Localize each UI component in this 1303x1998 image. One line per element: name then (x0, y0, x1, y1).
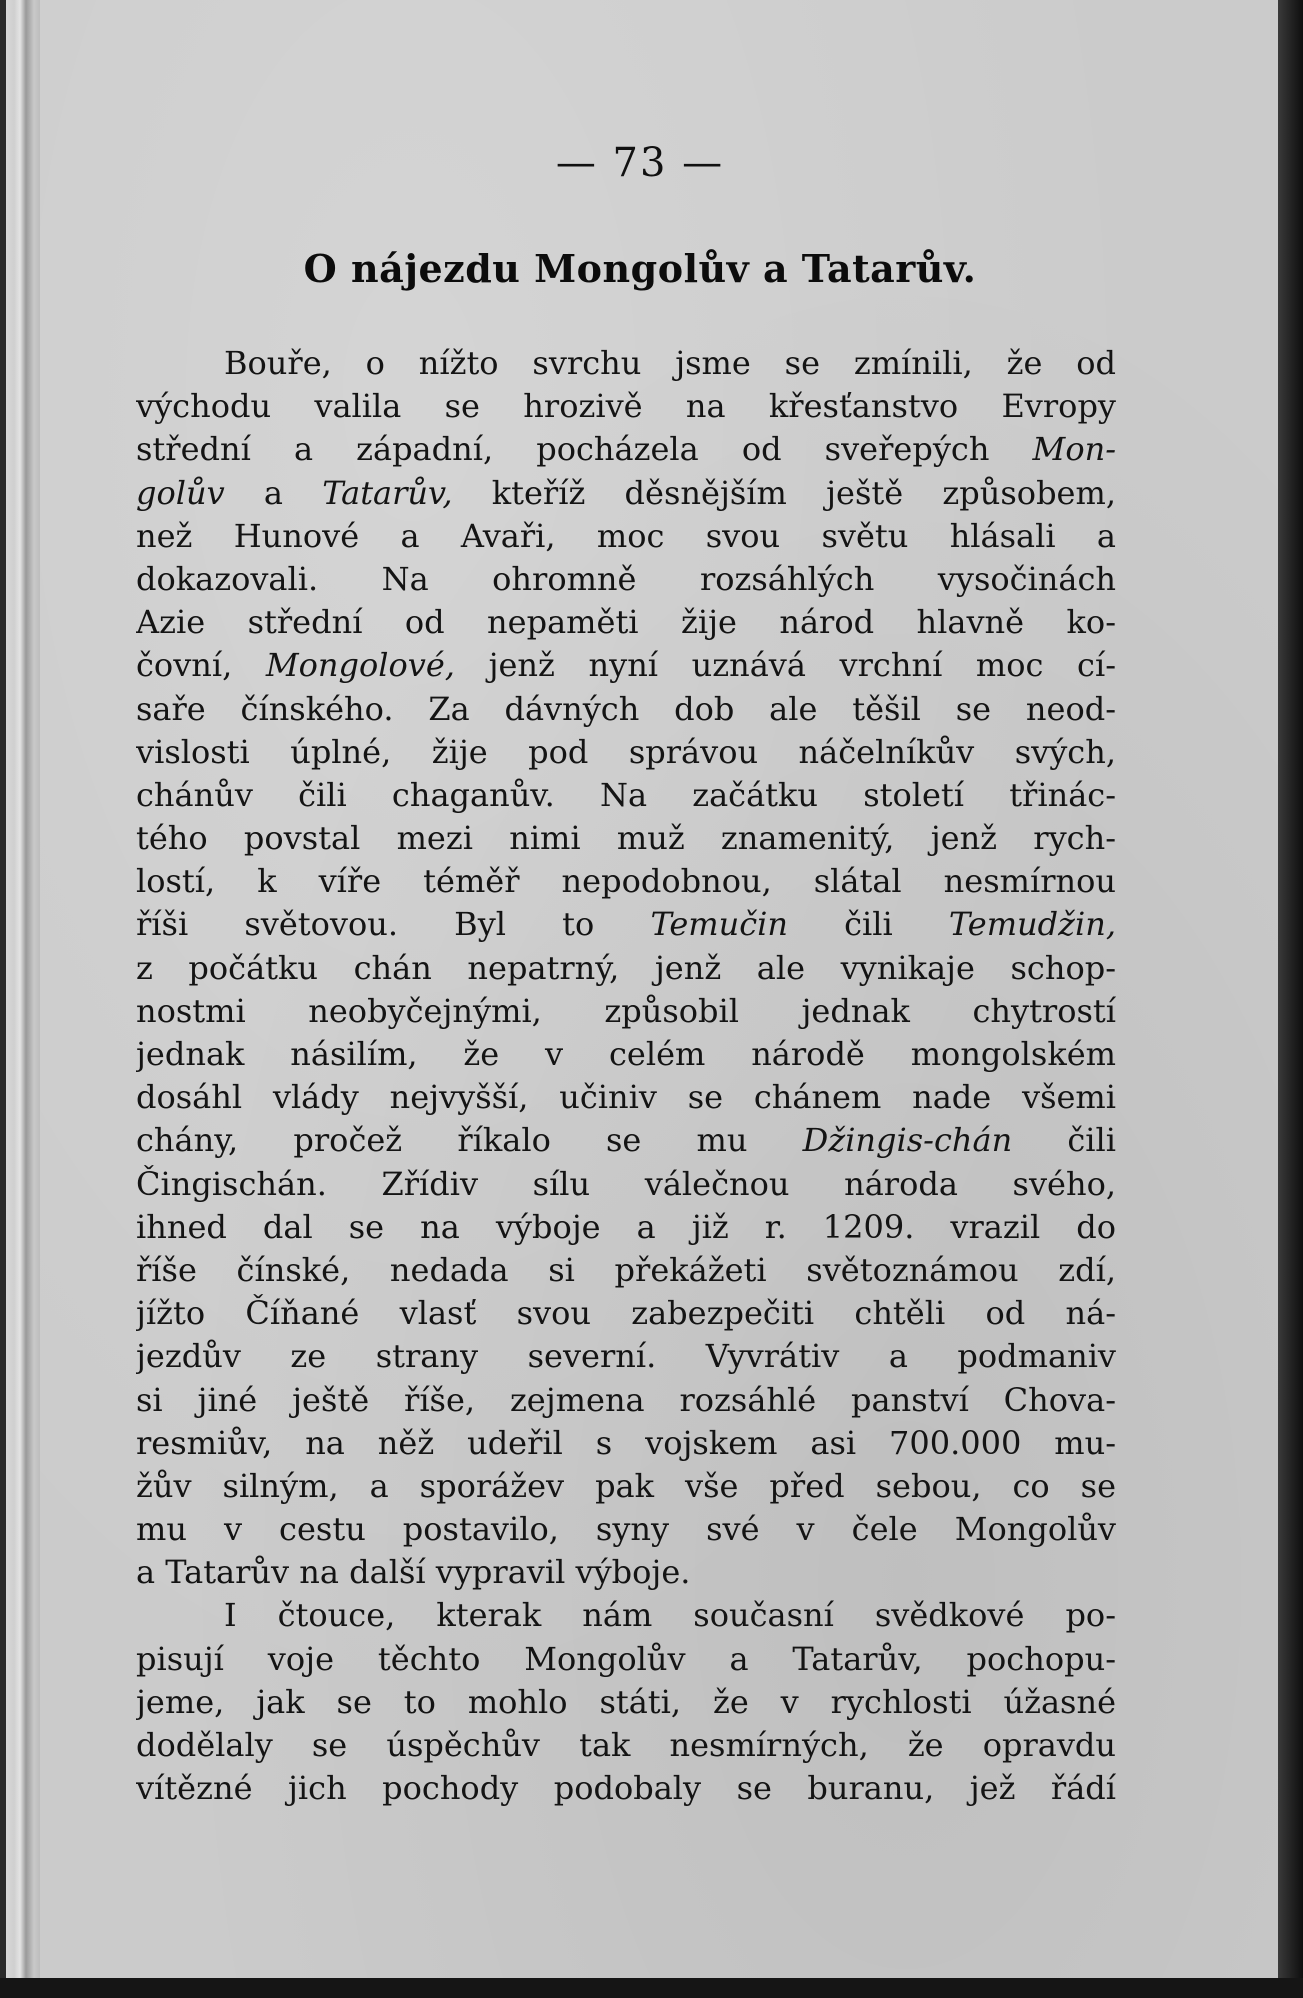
text-line (136, 990, 1116, 1033)
text-segment: chánův čili chaganův. Na začátku století třinác- (136, 775, 1116, 814)
text-line (136, 817, 1116, 860)
text-line (136, 688, 1116, 731)
text-line (136, 1724, 1116, 1767)
text-line (136, 1076, 1116, 1119)
text-segment: pisují voje těchto Mongolův a Tatarův, pochopu- (136, 1639, 1116, 1678)
text-line (136, 1422, 1116, 1465)
page-bottom-shadow (0, 1978, 1303, 1998)
text-segment: saře čínského. Za dávných dob ale těšil se neod- (136, 689, 1116, 728)
text-line (136, 428, 1116, 471)
chapter-heading: O nájezdu Mongolův a Tatarův. (303, 246, 977, 291)
text-segment: jednak násilím, že v celém národě mongolském (136, 1035, 1116, 1073)
text-line (136, 731, 1116, 774)
italic-name: Temudžin, (948, 905, 1116, 944)
text-line (136, 774, 1116, 817)
text-line (136, 472, 1116, 515)
text-line (136, 1638, 1116, 1681)
text-segment: Čingischán. Zřídiv sílu válečnou národa svého, (136, 1164, 1116, 1203)
italic-name: golův (136, 473, 225, 512)
text-line (136, 1249, 1116, 1292)
text-segment: ihned dal se na výboje a již r. 1209. vrazil do (136, 1207, 1116, 1246)
italic-name: Mon- (1032, 430, 1116, 469)
text-line (136, 515, 1116, 558)
text-segment: kteříž děsnějším ještě způsobem, (452, 473, 1116, 512)
text-segment: Bouře, o nížto svrchu jsme se zmínili, že od (224, 344, 1116, 382)
text-segment: čili (787, 905, 949, 944)
page-number: — 73 — (555, 140, 725, 186)
text-line (136, 1508, 1116, 1551)
text-line (136, 1379, 1116, 1422)
text-line (136, 601, 1116, 644)
text-line (136, 1335, 1116, 1378)
text-segment: z počátku chán nepatrný, jenž ale vynikaje schop- (136, 948, 1116, 987)
text-line (136, 1594, 1116, 1637)
adjacent-page-edge (0, 0, 40, 1998)
text-segment: říši světovou. Byl to (136, 905, 651, 944)
text-line (136, 947, 1116, 990)
italic-name: Džingis-chán (802, 1121, 1013, 1160)
text-line (136, 903, 1116, 946)
text-segment: říše čínské, nedada si překážeti světoznámou zdí, (136, 1250, 1116, 1289)
text-segment: dodělaly se úspěchův tak nesmírných, že opravdu (136, 1726, 1116, 1764)
page-right-shadow (1278, 0, 1303, 1998)
text-segment: si jiné ještě říše, zejmena rozsáhlé panství Chova- (136, 1380, 1116, 1419)
text-segment: dokazovali. Na ohromně rozsáhlých vysočinách (136, 559, 1116, 598)
text-line (136, 342, 1116, 385)
text-segment: a Tatarův na další vypravil výboje. (136, 1553, 691, 1592)
text-segment: resmiův, na něž udeřil s vojskem asi 700.000 mu- (136, 1423, 1116, 1462)
text-segment: a (224, 473, 323, 512)
text-line (136, 1292, 1116, 1335)
text-segment: čovní, (136, 646, 266, 685)
italic-name: Temučin (650, 905, 788, 944)
text-segment: střední a západní, pocházela od sveřepých (136, 430, 1033, 469)
text-line (136, 860, 1116, 903)
text-line (136, 1033, 1116, 1076)
text-line (136, 1206, 1116, 1249)
text-line (136, 1767, 1116, 1810)
text-segment: vítězné jich pochody podobaly se buranu, jež řádí (136, 1769, 1116, 1808)
text-segment: mu v cestu postavilo, syny své v čele Mongolův (136, 1510, 1116, 1549)
italic-name: Tatarův, (322, 473, 453, 512)
text-segment: Azie střední od nepaměti žije národ hlavně ko- (136, 603, 1116, 642)
text-segment: tého povstal mezi nimi muž znamenitý, jenž rych- (136, 819, 1116, 858)
text-segment: lostí, k víře téměř nepodobnou, slátal nesmírnou (136, 862, 1116, 901)
text-segment: žův silným, a sporážev pak vše před sebou, co se (136, 1466, 1116, 1505)
text-line (136, 1119, 1116, 1162)
text-segment: jížto Číňané vlasť svou zabezpečiti chtěli od ná- (136, 1294, 1116, 1333)
text-line (136, 558, 1116, 601)
text-line (136, 644, 1116, 687)
text-segment: než Hunové a Avaři, moc svou světu hlásali a (136, 516, 1116, 555)
text-segment: jezdův ze strany severní. Vyvrátiv a podmaniv (136, 1337, 1116, 1376)
text-segment: vislosti úplné, žije pod správou náčelníkův svých, (136, 732, 1116, 771)
text-segment: nostmi neobyčejnými, způsobil jednak chytrostí (136, 991, 1116, 1030)
text-segment: východu valila se hrozivě na křesťanstvo Evropy (136, 387, 1116, 426)
text-line (136, 385, 1116, 428)
text-segment: jenž nyní uznává vrchní moc cí- (454, 646, 1116, 685)
text-line (136, 1551, 1116, 1594)
text-segment: čili (1012, 1121, 1116, 1160)
text-segment: dosáhl vlády nejvyšší, učiniv se chánem nade všemi (136, 1078, 1116, 1117)
text-segment: chány, pročež říkalo se mu (136, 1121, 803, 1160)
text-segment: jeme, jak se to mohlo státi, že v rychlosti úžasné (136, 1682, 1116, 1721)
text-line (136, 1681, 1116, 1724)
text-line (136, 1465, 1116, 1508)
italic-name: Mongolové, (265, 646, 455, 685)
text-line (136, 1163, 1116, 1206)
text-segment: I čtouce, kterak nám současní svědkové po- (224, 1596, 1116, 1635)
body-text (136, 342, 1116, 1810)
